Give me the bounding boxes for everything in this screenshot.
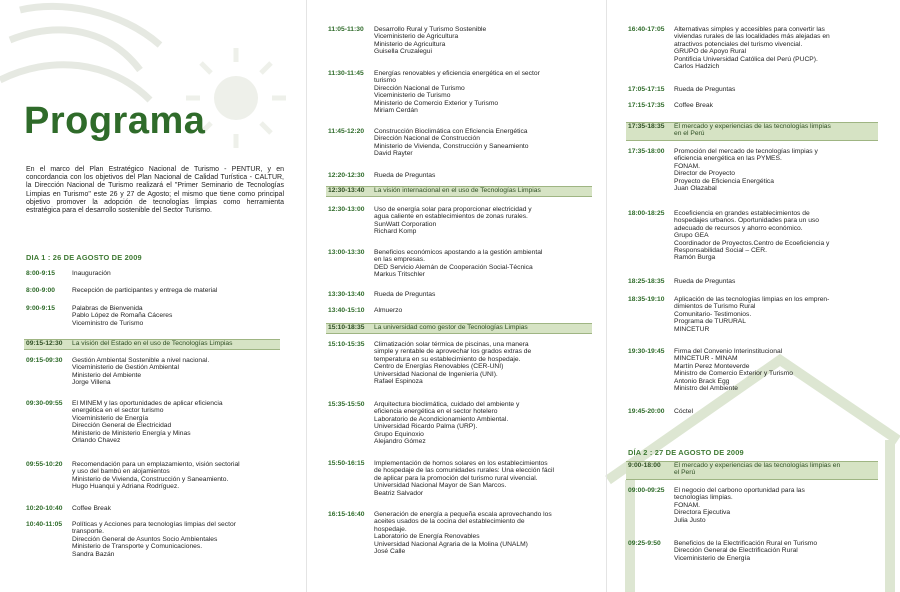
schedule-entry	[628, 348, 876, 392]
entry-title: La visión del Estado en el uso de Tecnologías Limpias	[72, 340, 233, 347]
entry-detail: Richard Komp	[374, 228, 417, 236]
entry-time: 8:00-9:00	[26, 287, 55, 294]
entry-detail: SunWatt Corporation	[374, 220, 437, 228]
schedule-entry	[328, 70, 590, 114]
schedule-entry	[26, 461, 278, 491]
entry-detail: Dirección General de Electricidad	[72, 422, 172, 430]
entry-detail: el Perú	[674, 469, 696, 477]
entry-detail: Coordinador de Proyectos.Centro de Ecoeficiencia y	[674, 239, 830, 247]
entry-title: Arquitectura bioclimática, cuidado del ambiente y	[374, 401, 520, 408]
entry-time: 18:35-19:10	[628, 296, 665, 303]
entry-detail: en el Perú	[674, 130, 705, 138]
entry-title: Cóctel	[674, 408, 693, 415]
entry-detail: Grupo Equinoxio	[374, 430, 424, 438]
schedule-entry	[628, 487, 876, 524]
entry-detail: en las empresas.	[374, 256, 425, 264]
schedule-entry	[628, 540, 876, 562]
entry-detail: FONAM.	[674, 162, 701, 170]
entry-time: 09:30-09:55	[26, 400, 63, 407]
entry-title: Climatización solar térmica de piscinas, una manera	[374, 341, 529, 348]
entry-time: 09:25-9:50	[628, 540, 661, 547]
entry-detail: Ministerio de Ministerio Energía y Minas	[72, 429, 191, 437]
entry-detail: Universidad Ricardo Palma (URP).	[374, 423, 478, 431]
entry-time: 10:20-10:40	[26, 505, 63, 512]
entry-time: 11:05-11:30	[328, 26, 364, 33]
entry-title: Rueda de Preguntas	[674, 86, 736, 93]
entry-detail: Beatriz Salvador	[374, 489, 424, 497]
entry-title: Rueda de Preguntas	[374, 172, 436, 179]
entry-time: 13:40-15:10	[328, 307, 365, 314]
entry-detail: Ministerio de Transporte y Comunicaciones.	[72, 543, 203, 551]
entry-detail: MINCETUR	[674, 325, 710, 333]
entry-detail: Orlando Chavez	[72, 437, 121, 445]
entry-time: 15:35-15:50	[328, 401, 365, 408]
entry-detail: transporte.	[72, 528, 104, 536]
schedule-entry	[328, 128, 590, 158]
entry-detail: Pablo López de Romaña Cáceres	[72, 312, 173, 320]
entry-title: Beneficios de la Electrificación Rural en Turismo	[674, 540, 818, 547]
entry-detail: y uso del bambú en alojamientos	[72, 468, 170, 476]
schedule-entry	[26, 505, 278, 512]
entry-title: Alternativas simples y accesibles para convertir las	[674, 26, 825, 33]
entry-detail: GRUPO de Apoyo Rural	[674, 48, 747, 56]
schedule-entry	[628, 408, 876, 415]
session-heading-band	[326, 186, 592, 197]
schedule-entry	[628, 26, 876, 70]
schedule-entry	[328, 401, 590, 445]
schedule-entry	[628, 296, 876, 333]
entry-title: Recepción de participantes y entrega de material	[72, 287, 218, 294]
entry-time: 9:00-9:15	[26, 305, 55, 312]
entry-title: Coffee Break	[674, 102, 713, 109]
entry-detail: Markus Tritschler	[374, 271, 425, 279]
entry-detail: simple y rentable de aprovechar los grados extras de	[374, 348, 532, 356]
entry-title: Beneficios económicos apostando a la gestión ambiental	[374, 249, 543, 256]
schedule-entry	[26, 270, 278, 277]
entry-detail: Ministerio del Ambiente	[72, 371, 142, 379]
entry-time: 18:25-18:35	[628, 278, 665, 285]
entry-detail: Pontificia Universidad Católica del Perú (PUCP).	[674, 55, 818, 63]
schedule-entry	[328, 307, 590, 314]
schedule-entry	[628, 210, 876, 262]
entry-detail: FONAM.	[674, 501, 701, 509]
entry-time: 09:00-09:25	[628, 487, 665, 494]
entry-title: Almuerzo	[374, 307, 403, 314]
entry-detail: Director de Proyecto	[674, 170, 735, 178]
entry-detail: Carlos Hadzich	[674, 63, 720, 71]
entry-time: 11:30-11:45	[328, 70, 364, 77]
entry-detail: Ministerio de Vivienda, Construcción y Saneamiento	[374, 142, 529, 150]
entry-detail: Ministro de Comercio Exterior y Turismo	[674, 370, 793, 378]
entry-detail: Programa de TURURAL	[674, 318, 746, 326]
entry-detail: Antonio Brack Egg	[674, 377, 730, 385]
entry-time: 19:45-20:00	[628, 408, 665, 415]
entry-detail: Alejandro Gómez	[374, 438, 426, 446]
entry-title: Implementación de hornos solares en los establecimientos	[374, 460, 548, 467]
entry-title: Inauguración	[72, 270, 111, 277]
entry-title: Palabras de Bienvenida	[72, 305, 143, 312]
schedule-entry	[328, 460, 590, 497]
entry-title: Promoción del mercado de tecnologías limpias y	[674, 148, 818, 155]
entry-time: 15:50-16:15	[328, 460, 365, 467]
entry-time: 13:00-13:30	[328, 249, 365, 256]
entry-detail: Responsabilidad Social – CER.	[674, 247, 767, 255]
entry-title: El negocio del carbono oportunidad para las	[674, 487, 805, 494]
entry-detail: Universidad Nacional Mayor de San Marcos.	[374, 482, 507, 490]
schedule-entry	[26, 521, 278, 558]
entry-detail: Sandra Bazán	[72, 550, 115, 558]
entry-detail: José Calle	[374, 548, 406, 556]
entry-title: Firma del Convenio Interinstitucional	[674, 348, 783, 355]
schedule-entry	[628, 148, 876, 192]
entry-detail: Universidad Nacional de Ingeniería (UNI).	[374, 370, 498, 378]
schedule-entry	[628, 86, 876, 93]
entry-title: Ecoeficiencia en grandes establecimientos de	[674, 210, 810, 217]
entry-time: 09:55-10:20	[26, 461, 63, 468]
schedule-entry	[328, 172, 590, 179]
entry-detail: Jorge Villena	[72, 379, 111, 387]
entry-title: Energías renovables y eficiencia energética en el sector	[374, 70, 540, 77]
entry-detail: aceites usados de la cocina del establecimiento de	[374, 518, 525, 526]
entry-detail: Laboratorio de Energía Renovables	[374, 533, 480, 541]
entry-detail: Viceministerio de Energía	[72, 414, 149, 422]
entry-time: 16:40-17:05	[628, 26, 665, 33]
entry-detail: Comunitario- Testimonios.	[674, 310, 752, 318]
entry-detail: Julia Justo	[674, 516, 706, 524]
schedule-entry	[26, 305, 278, 327]
entry-time: 15:10-18:35	[328, 324, 365, 331]
entry-time: 18:00-18:25	[628, 210, 665, 217]
day2-heading: DÍA 2 : 27 DE AGOSTO DE 2009	[628, 448, 744, 457]
entry-time: 9:00-18:00	[628, 462, 661, 469]
entry-detail: Directora Ejecutiva	[674, 509, 731, 517]
entry-detail: adecuado de recursos y ahorro económico.	[674, 224, 803, 232]
entry-time: 09:15-09:30	[26, 357, 63, 364]
session-heading-band	[24, 339, 280, 350]
entry-time: 12:30-13:00	[328, 206, 365, 213]
schedule-entry	[328, 249, 590, 279]
session-heading-band	[326, 323, 592, 334]
entry-title: Generación de energía a pequeña escala aprovechando los	[374, 511, 552, 518]
session-heading-band	[626, 122, 878, 141]
entry-time: 10:40-11:05	[26, 521, 63, 528]
entry-time: 12:20-12:30	[328, 172, 365, 179]
entry-detail: Laboratorio de Acondicionamiento Ambiental.	[374, 415, 509, 423]
entry-detail: dimientos de Turismo Rural	[674, 303, 756, 311]
entry-detail: Guisella Cruzalegui	[374, 48, 432, 56]
entry-title: El MINEM y las oportunidades de aplicar eficiencia	[72, 400, 223, 407]
entry-detail: eficiencia energética en las PYMES.	[674, 155, 782, 163]
entry-detail: Ministerio de Agricultura	[374, 40, 446, 48]
entry-detail: Dirección Nacional de Turismo	[374, 84, 465, 92]
entry-detail: hospedaje.	[374, 525, 407, 533]
entry-time: 13:30-13:40	[328, 291, 365, 298]
entry-time: 17:05-17:15	[628, 86, 665, 93]
entry-detail: Juan Olazabal	[674, 185, 717, 193]
entry-title: Rueda de Preguntas	[674, 278, 736, 285]
entry-detail: Miriam Cerdán	[374, 107, 418, 115]
entry-detail: Centro de Energías Renovables (CER-UNI)	[374, 363, 504, 371]
entry-time: 17:35-18:35	[628, 123, 665, 130]
entry-time: 12:30-13:40	[328, 187, 365, 194]
entry-detail: MINCETUR - MINAM	[674, 355, 738, 363]
entry-time: 15:10-15:35	[328, 341, 365, 348]
entry-title: Coffee Break	[72, 505, 111, 512]
entry-detail: eficiencia energética en el sector hotelero	[374, 408, 498, 416]
entry-detail: tecnologías limpias.	[674, 494, 733, 502]
entry-detail: temperatura en su establecimiento de hospedaje.	[374, 355, 521, 363]
entry-title: Uso de energía solar para proporcionar electricidad y	[374, 206, 532, 213]
entry-title: La universidad como gestor de Tecnologías Limpias	[374, 324, 528, 331]
entry-detail: Grupo GEA	[674, 232, 709, 240]
fold-line	[606, 0, 607, 592]
entry-detail: Dirección General de Asuntos Socio Ambientales	[72, 535, 218, 543]
entry-title: Desarrollo Rural y Turismo Sostenible	[374, 26, 487, 33]
entry-time: 19:30-19:45	[628, 348, 665, 355]
entry-title: El mercado y experiencias de las tecnologías limpias	[674, 123, 831, 130]
entry-detail: Viceministerio de Energía	[674, 554, 751, 562]
schedule-entry	[26, 357, 278, 387]
entry-detail: Viceministerio de Agricultura	[374, 33, 459, 41]
entry-detail: Dirección Nacional de Construcción	[374, 135, 480, 143]
entry-title: El mercado y experiencias de las tecnologías limpias en	[674, 462, 841, 469]
entry-time: 8:00-9:15	[26, 270, 55, 277]
entry-detail: turismo	[374, 77, 396, 85]
intro-paragraph: En el marco del Plan Estratégico Nacional de Turismo - PENTUR, y en concordancia con los objetivos del Plan Nacional de Calidad Turística - CALTUR, la Dirección Nacional de Turismo realizará el "Primer Seminario de Tecnologías Limpias en Turismo" este 26 y 27 de Agosto; el mismo que tiene como principal objetivo promover la adopción de tecnologías limpias como herramienta estratégica para el desarrollo sostenible del Sector Turismo.	[26, 166, 284, 215]
entry-detail: DED Servicio Alemán de Cooperación Social-Técnica	[374, 263, 533, 271]
fold-line	[306, 0, 307, 592]
schedule-entry	[26, 287, 278, 294]
schedule-entry	[628, 102, 876, 109]
day1-heading: DIA 1 : 26 DE AGOSTO DE 2009	[26, 253, 142, 262]
entry-time: 09:15-12:30	[26, 340, 63, 347]
entry-detail: Proyecto de Eficiencia Energética	[674, 177, 774, 185]
entry-detail: atractivos potenciales del turismo vivencial.	[674, 40, 803, 48]
schedule-entry	[26, 400, 278, 444]
entry-detail: Ministerio de Vivienda, Construcción y Saneamiento.	[72, 475, 229, 483]
entry-detail: energética en el sector turismo	[72, 407, 164, 415]
entry-title: La visión internacional en el uso de Tecnologías Limpias	[374, 187, 541, 194]
schedule-entry	[328, 291, 590, 298]
entry-title: Aplicación de las tecnologías limpias en los empren-	[674, 296, 830, 303]
entry-detail: de hospedaje de las comunidades rurales: Una elección fácil	[374, 467, 554, 475]
entry-title: Rueda de Preguntas	[374, 291, 436, 298]
entry-detail: Rafael Espinoza	[374, 378, 423, 386]
entry-time: 17:15-17:35	[628, 102, 665, 109]
entry-detail: Viceministro de Turismo	[72, 319, 144, 327]
entry-time: 17:35-18:00	[628, 148, 665, 155]
entry-time: 16:15-16:40	[328, 511, 365, 518]
entry-detail: Universidad Nacional Agraria de la Molina (UNALM)	[374, 540, 528, 548]
entry-title: Recomendación para un emplazamiento, visión sectorial	[72, 461, 240, 468]
entry-detail: de aplicar para la promoción del turismo rural vivencial.	[374, 474, 538, 482]
schedule-entry	[328, 26, 590, 56]
entry-detail: viviendas rurales de las localidades más alejadas en	[674, 33, 830, 41]
entry-detail: David Rayter	[374, 150, 413, 158]
entry-detail: Dirección General de Electrificación Rural	[674, 547, 798, 555]
schedule-entry	[328, 511, 590, 555]
entry-detail: Viceministerio de Turismo	[374, 92, 451, 100]
entry-detail: Martín Perez Monteverde	[674, 362, 750, 370]
entry-detail: hospedajes urbanos. Oportunidades para un uso	[674, 217, 819, 225]
session-heading-band	[626, 461, 878, 480]
entry-detail: Ministerio de Comercio Exterior y Turismo	[374, 99, 499, 107]
entry-detail: Hugo Huanqui y Adriana Rodríguez.	[72, 483, 180, 491]
entry-detail: agua caliente en establecimientos de zonas rurales.	[374, 213, 528, 221]
entry-time: 11:45-12:20	[328, 128, 365, 135]
schedule-entry	[328, 206, 590, 236]
schedule-entry	[328, 341, 590, 385]
schedule-entry	[628, 278, 876, 285]
entry-detail: Ramón Burga	[674, 254, 716, 262]
entry-title: Gestión Ambiental Sostenible a nivel nacional.	[72, 357, 210, 364]
entry-title: Construcción Bioclimática con Eficiencia Energética	[374, 128, 528, 135]
entry-detail: Ministro del Ambiente	[674, 385, 738, 393]
entry-title: Políticas y Acciones para tecnologías limpias del sector	[72, 521, 236, 528]
entry-detail: Viceministerio de Gestión Ambiental	[72, 364, 179, 372]
page-title: Programa	[24, 100, 206, 142]
